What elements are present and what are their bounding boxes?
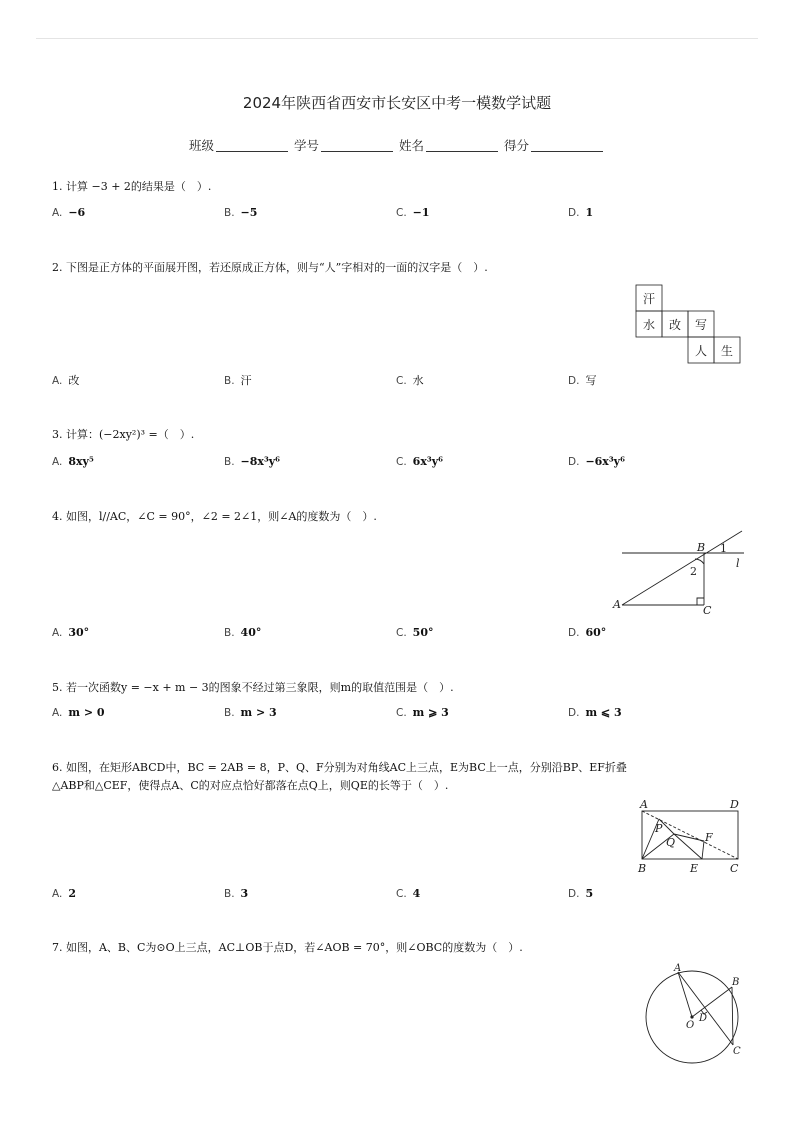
segment-ac <box>678 972 733 1045</box>
label-a: A <box>674 963 682 974</box>
q2-option-b[interactable]: B. 汗 <box>224 374 252 387</box>
q2-option-a[interactable]: A. 改 <box>52 374 80 387</box>
label-a: A <box>640 798 648 811</box>
question-7: 7. 如图，A、B、C为⊙O上三点，AC⊥OB于点D，若∠AOB = 70°，则∠OBC的度数为（ ）. <box>52 941 523 954</box>
label-b: B <box>638 862 647 875</box>
q3-option-d[interactable]: D. −6x³y⁶ <box>568 455 625 468</box>
q5-option-c[interactable]: C. m ⩾ 3 <box>396 706 449 719</box>
q2-option-d[interactable]: D. 写 <box>568 374 597 387</box>
q6-option-c[interactable]: C. 4 <box>396 887 421 900</box>
segment-ob <box>692 987 732 1017</box>
q1-option-a[interactable]: A. −6 <box>52 206 86 219</box>
q1-option-d[interactable]: D. 1 <box>568 206 594 219</box>
segment-qe <box>674 834 702 859</box>
question-5: 5. 若一次函数y = −x + m − 3的图象不经过第三象限，则m的取值范围是（ ）. <box>52 681 454 694</box>
q4-option-d[interactable]: D. 60° <box>568 626 607 639</box>
name-label: 姓名 <box>398 138 424 153</box>
top-rule <box>36 38 758 39</box>
q6-option-b[interactable]: B. 3 <box>224 887 249 900</box>
name-blank[interactable] <box>426 151 498 152</box>
number-blank[interactable] <box>321 151 393 152</box>
q3-option-c[interactable]: C. 6x³y⁶ <box>396 455 443 468</box>
label-d: D <box>699 1013 708 1024</box>
label-p: P <box>655 822 663 835</box>
q1-option-b[interactable]: B. −5 <box>224 206 258 219</box>
label-d: D <box>730 798 739 811</box>
page-title: 2024年陕西省西安市长安区中考一模数学试题 <box>242 94 552 112</box>
q4-options <box>52 626 752 642</box>
rectangle-folding-figure <box>632 798 746 876</box>
q5-option-b[interactable]: B. m > 3 <box>224 706 277 719</box>
q2-option-c[interactable]: C. 水 <box>396 374 424 387</box>
label-b: B <box>697 541 706 554</box>
label-angle-1: 1 <box>720 542 727 555</box>
class-blank[interactable] <box>216 151 288 152</box>
segment-ao <box>678 972 692 1017</box>
label-angle-2: 2 <box>690 565 697 578</box>
question-4: 4. 如图，l//AC，∠C = 90°，∠2 = 2∠1，则∠A的度数为（ ）. <box>52 510 377 523</box>
cube-cell-2: 水 <box>642 318 656 332</box>
score-label: 得分 <box>503 138 529 153</box>
label-a: A <box>613 598 621 611</box>
label-l: l <box>736 557 740 570</box>
cube-net-figure <box>630 282 746 366</box>
label-c: C <box>733 1046 741 1057</box>
q3-option-b[interactable]: B. −8x³y⁶ <box>224 455 281 468</box>
cube-cell-3: 改 <box>668 318 682 332</box>
label-b: B <box>732 977 740 988</box>
q1-options <box>52 206 752 222</box>
label-c: C <box>703 604 712 616</box>
q4-option-a[interactable]: A. 30° <box>52 626 90 639</box>
question-6-line-1: 6. 如图，在矩形ABCD中，BC = 2AB = 8，P、Q、F分别为对角线AC上三点，E为BC上一点，分别沿BP、EF折叠 <box>52 761 627 774</box>
q5-options <box>52 706 752 722</box>
center-point <box>690 1015 693 1018</box>
segment-fe <box>702 841 704 859</box>
diagonal-ac <box>642 811 738 859</box>
student-info-line <box>0 136 794 154</box>
q6-options <box>52 887 752 903</box>
q6-option-a[interactable]: A. 2 <box>52 887 76 900</box>
q6-option-d[interactable]: D. 5 <box>568 887 594 900</box>
class-label: 班级 <box>188 138 214 153</box>
q5-option-d[interactable]: D. m ⩽ 3 <box>568 706 622 719</box>
q1-option-c[interactable]: C. −1 <box>396 206 430 219</box>
cube-cell-1: 汗 <box>642 292 656 306</box>
q4-option-b[interactable]: B. 40° <box>224 626 262 639</box>
label-f: F <box>705 831 713 844</box>
number-label: 学号 <box>293 138 319 153</box>
label-e: E <box>690 862 699 875</box>
question-6-line-2: △ABP和△CEF，使得点A、C的对应点恰好都落在点Q上，则QE的长等于（ ）. <box>52 779 449 792</box>
question-1: 1. 计算 −3 + 2的结果是（ ）. <box>52 180 212 193</box>
circle-figure <box>640 962 746 1070</box>
cube-cell-5: 人 <box>694 344 708 358</box>
cube-cell-6: 生 <box>720 344 734 358</box>
cube-cell-4: 写 <box>694 318 708 332</box>
angle-2-arc <box>695 559 704 564</box>
q4-option-c[interactable]: C. 50° <box>396 626 434 639</box>
label-o: O <box>686 1020 695 1031</box>
question-3: 3. 计算：(−2xy²)³ =（ ）. <box>52 428 195 441</box>
label-q: Q <box>666 836 676 849</box>
score-blank[interactable] <box>531 151 603 152</box>
q5-option-a[interactable]: A. m > 0 <box>52 706 105 719</box>
parallel-lines-triangle-figure <box>608 526 748 616</box>
q3-option-a[interactable]: A. 8xy⁵ <box>52 455 94 468</box>
q3-options <box>52 455 752 471</box>
question-2: 2. 下图是正方体的平面展开图，若还原成正方体，则与“人”字相对的一面的汉字是（ ）. <box>52 261 488 274</box>
q2-options <box>52 372 752 388</box>
label-c: C <box>730 862 739 875</box>
